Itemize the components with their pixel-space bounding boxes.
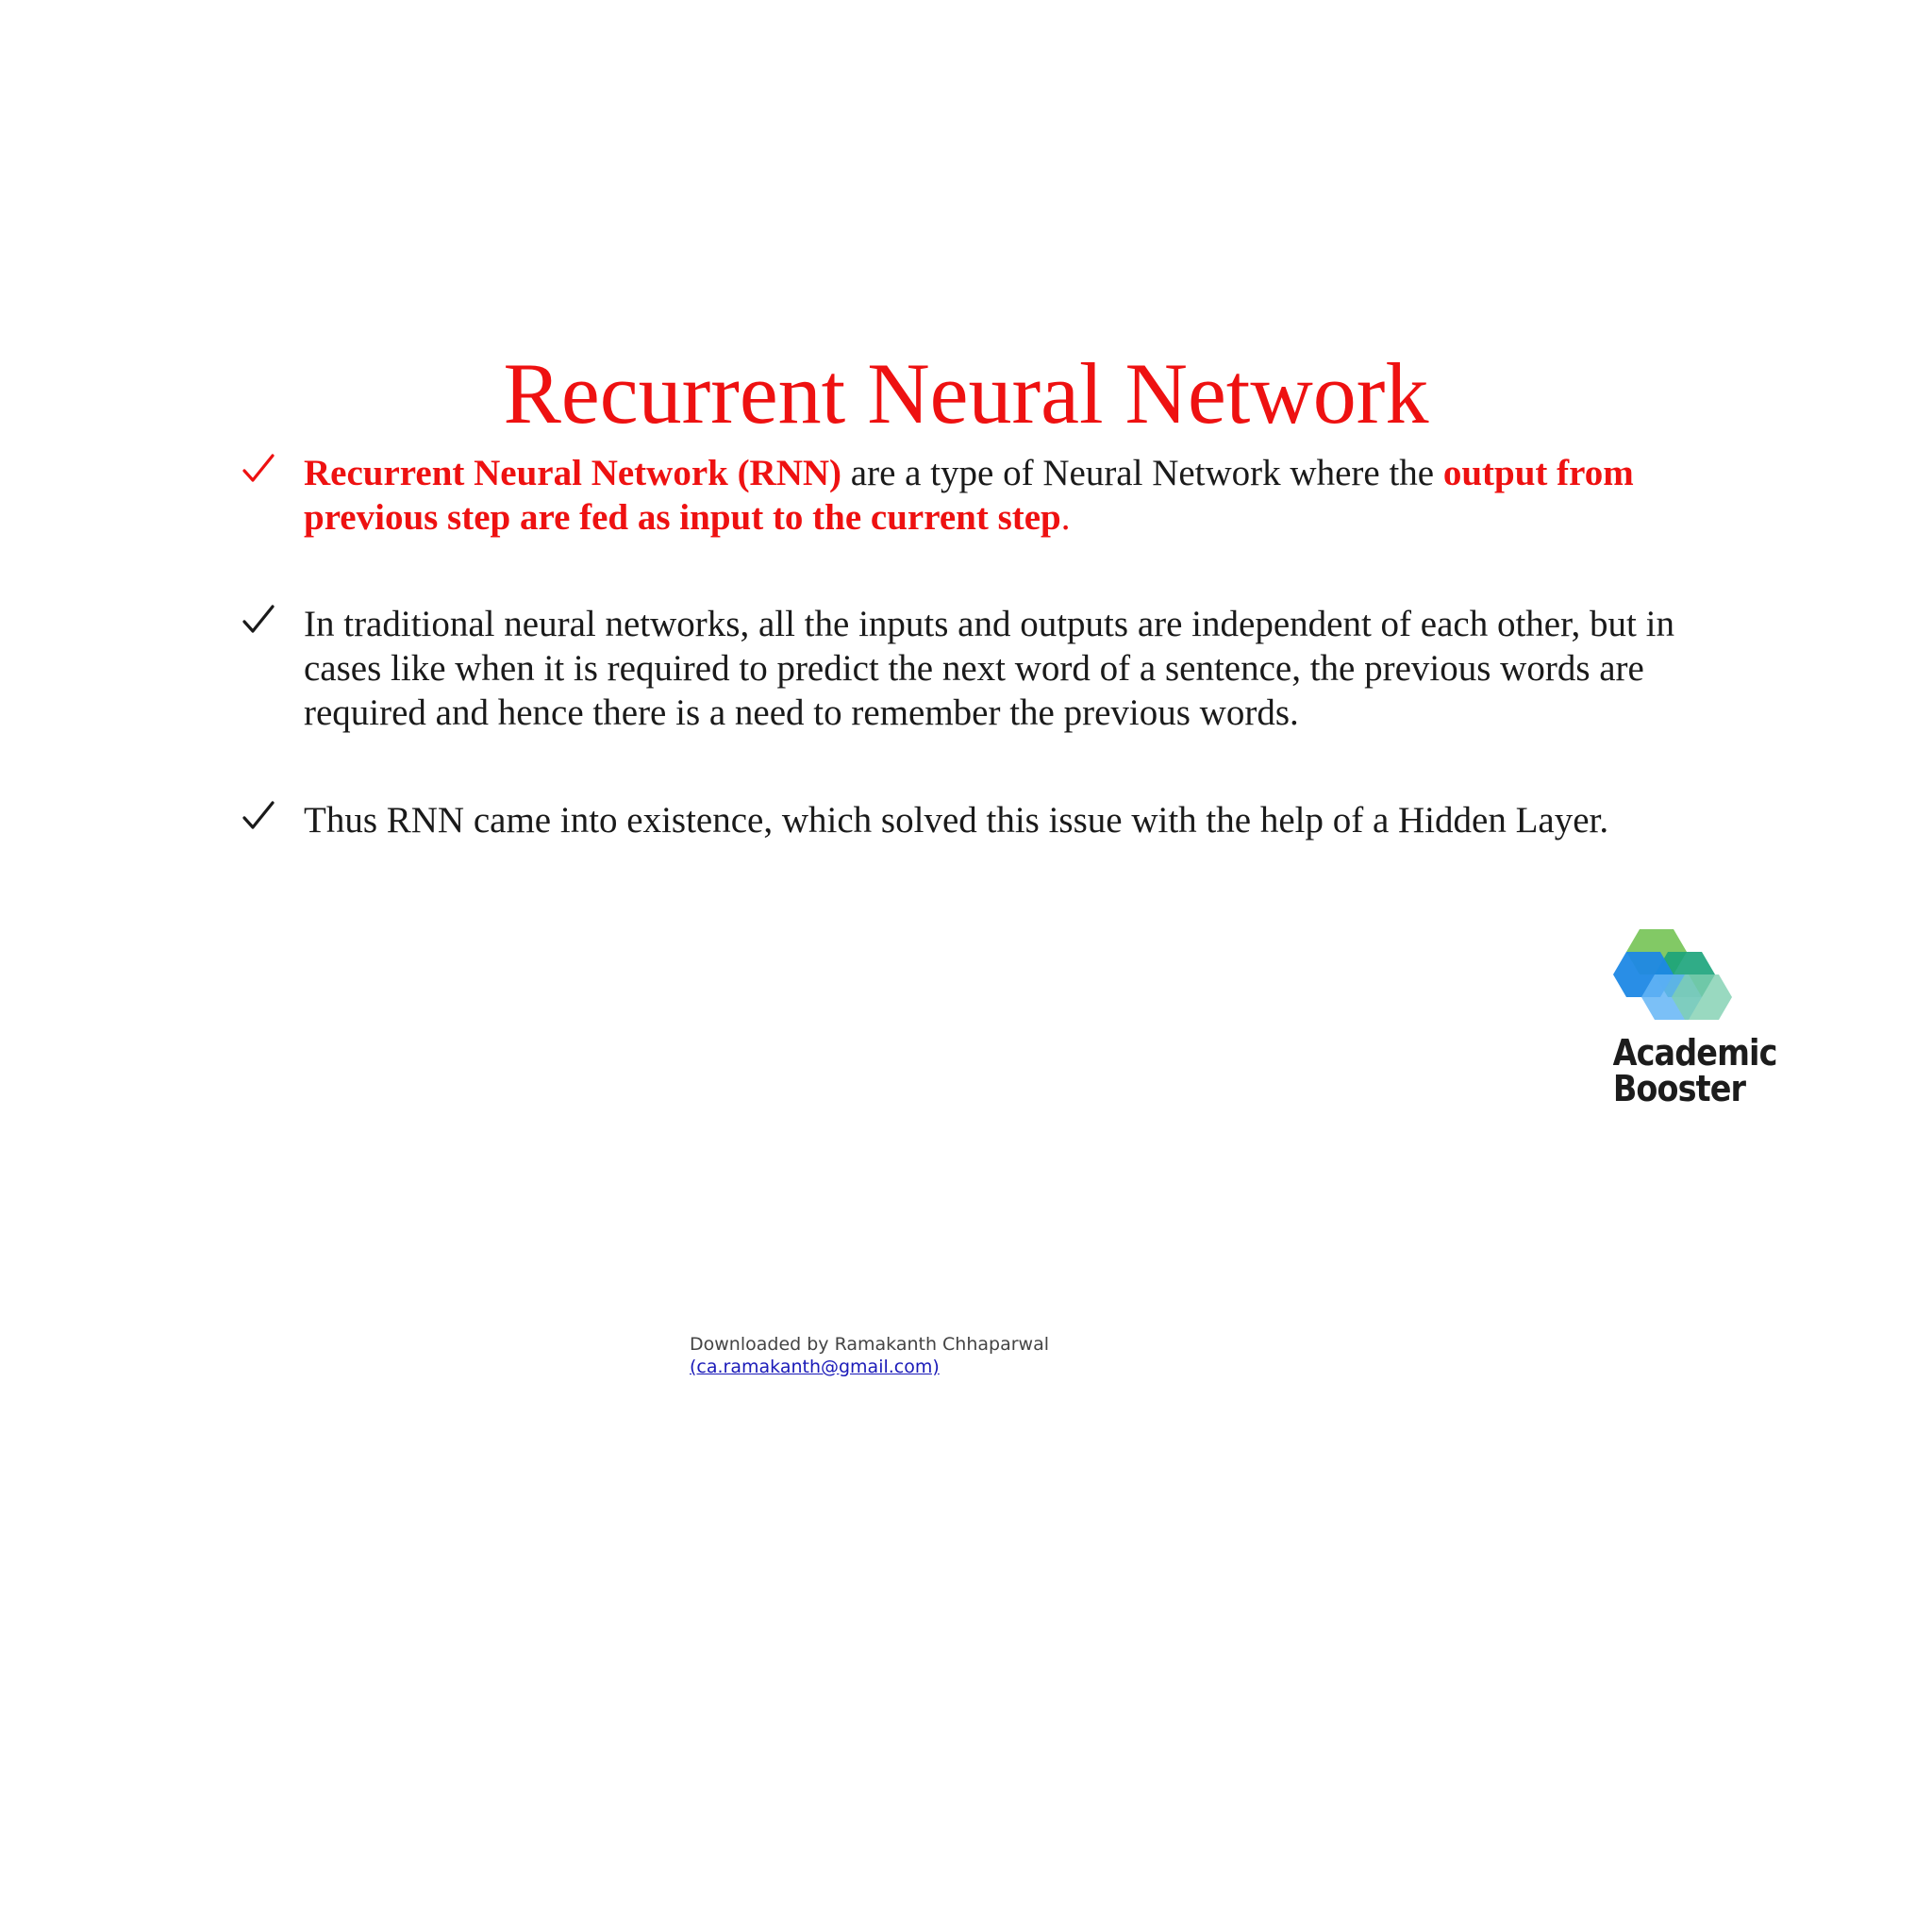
- slide-title: Recurrent Neural Network: [503, 344, 1429, 441]
- download-notice: [690, 1333, 1049, 1378]
- bullet-text: Recurrent Neural Network (RNN) are a type of Neural Network where the output from previous step are fed as input to the current step.: [304, 453, 1634, 538]
- check-icon: [241, 451, 278, 489]
- academic-booster-logo: [1604, 929, 1777, 1118]
- bullet-text: In traditional neural networks, all the inputs and outputs are independent of each other, but in cases like when it is required to predict the next word of a sentence, the previous words are required and hence there is a need to remember the previous words.: [304, 604, 1674, 733]
- downloaded-by-text: Downloaded by Ramakanth Chhaparwal: [690, 1334, 1050, 1355]
- check-icon: [241, 798, 278, 836]
- logo-text: Academic Booster: [1612, 1032, 1777, 1109]
- hexagon-logo-icon: [1613, 929, 1745, 1033]
- email-link[interactable]: (ca.ramakanth@gmail.com): [690, 1357, 940, 1377]
- bullet-text: Thus RNN came into existence, which solved this issue with the help of a Hidden Layer.: [304, 800, 1609, 841]
- check-icon: [241, 602, 278, 640]
